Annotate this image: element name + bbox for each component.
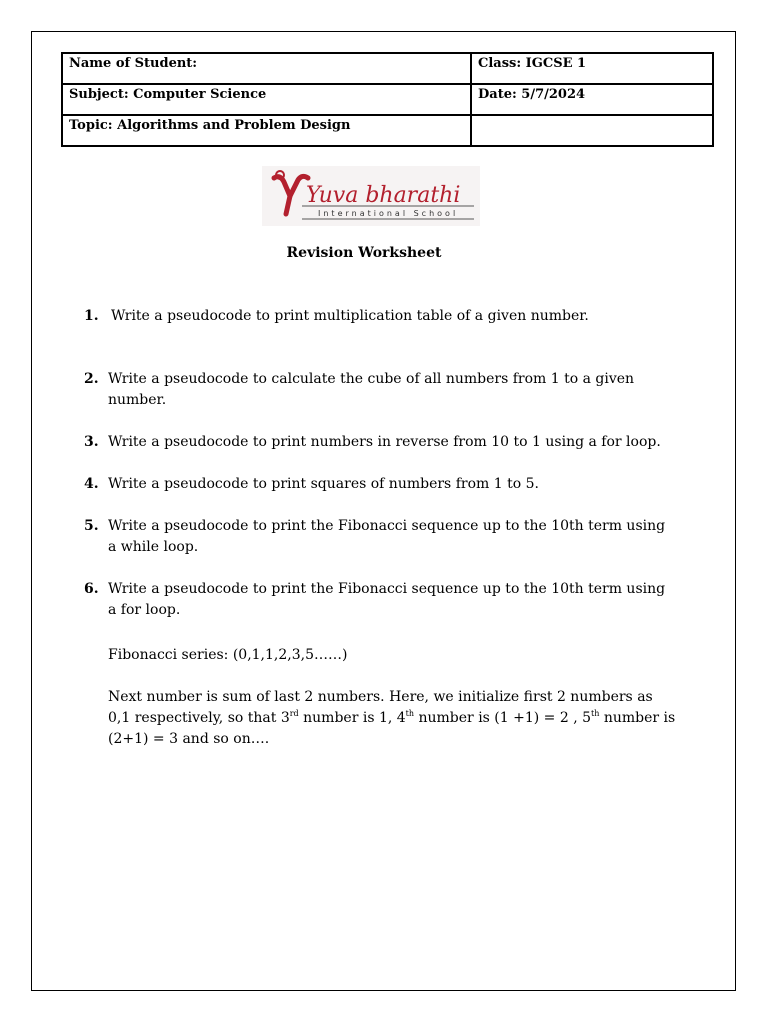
explanation-text: number is (2+1) = 3 and so on…. xyxy=(108,710,676,747)
question-item xyxy=(84,516,674,558)
topic-cell: Topic: Algorithms and Problem Design xyxy=(62,115,471,146)
question-number: 2. xyxy=(84,371,99,387)
empty-cell xyxy=(471,115,713,146)
explanation-text: number is 1, 4 xyxy=(298,710,406,726)
question-text: Write a pseudocode to calculate the cube of all numbers from 1 to a given number. xyxy=(108,371,635,408)
student-name-cell: Name of Student: xyxy=(62,53,471,84)
fibonacci-series-line: Fibonacci series: (0,1,1,2,3,5……) xyxy=(108,647,348,663)
question-item xyxy=(84,579,674,621)
ordinal-suffix: rd xyxy=(289,709,299,718)
question-text: Write a pseudocode to print the Fibonacci sequence up to the 10th term using a for loop. xyxy=(108,581,666,618)
subject-cell: Subject: Computer Science xyxy=(62,84,471,115)
explanation-text: Next number is sum of last 2 numbers. Here, we initialize first 2 numbers as 0,1 respectively, so that 3 xyxy=(108,689,653,726)
logo-brand-text: Yuva bharathi xyxy=(306,183,461,208)
logo-sub-text: International School xyxy=(318,209,459,218)
question-item xyxy=(84,306,674,327)
info-table xyxy=(61,52,714,147)
question-number: 4. xyxy=(84,476,99,492)
question-list xyxy=(84,306,674,642)
question-text: Write a pseudocode to print numbers in reverse from 10 to 1 using a for loop. xyxy=(108,434,661,450)
question-text: Write a pseudocode to print multiplication table of a given number. xyxy=(111,308,589,324)
question-text: Write a pseudocode to print the Fibonacci sequence up to the 10th term using a while loop. xyxy=(108,518,666,555)
question-number: 3. xyxy=(84,434,99,450)
fibonacci-explanation xyxy=(108,687,678,750)
question-item xyxy=(84,432,674,453)
school-logo xyxy=(262,166,480,226)
worksheet-title: Revision Worksheet xyxy=(286,245,442,261)
class-cell: Class: IGCSE 1 xyxy=(471,53,713,84)
question-number: 5. xyxy=(84,518,99,534)
question-number: 1. xyxy=(84,308,99,324)
explanation-text: number is (1 +1) = 2 , 5 xyxy=(414,710,592,726)
question-item xyxy=(84,369,674,411)
ordinal-suffix: th xyxy=(405,709,415,718)
ordinal-suffix: th xyxy=(591,709,600,718)
question-text: Write a pseudocode to print squares of numbers from 1 to 5. xyxy=(108,476,539,492)
question-item xyxy=(84,474,674,495)
date-cell: Date: 5/7/2024 xyxy=(471,84,713,115)
question-number: 6. xyxy=(84,581,99,597)
